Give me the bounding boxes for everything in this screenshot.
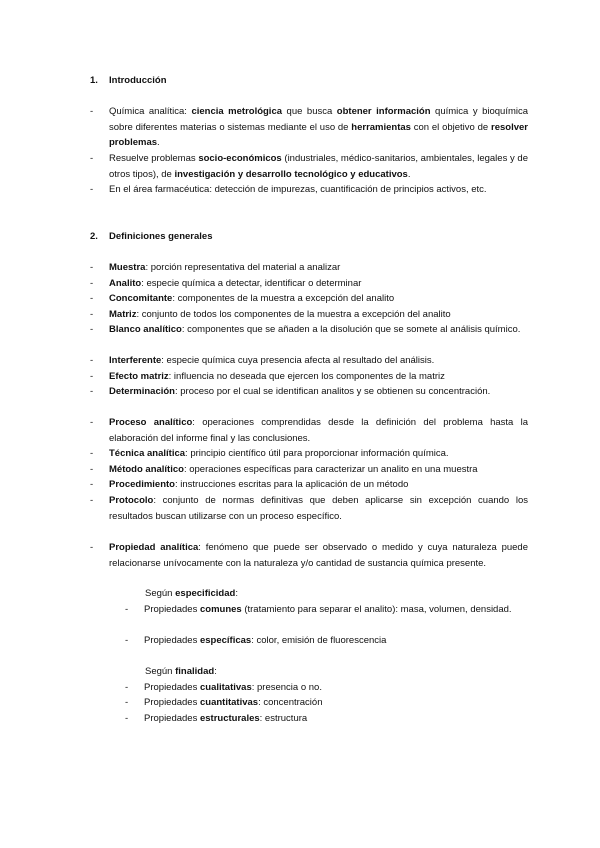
definition-term: Interferente (109, 355, 162, 366)
item-text (144, 633, 528, 649)
definition-term: Blanco analítico (109, 324, 182, 335)
section-title: Definiciones generales (109, 231, 213, 242)
definition-item (90, 276, 528, 292)
subheading-especificidad: Según especificidad: (145, 588, 238, 599)
bold-text-run: herramientas (351, 121, 411, 133)
bold-text-run: obtener información (336, 106, 431, 117)
definition-item (90, 540, 528, 571)
definition-term: Protocolo (109, 495, 154, 506)
bullet-dash: - (125, 713, 129, 724)
definition-item (90, 446, 528, 462)
list-item (90, 151, 528, 182)
definition-term: Proceso analítico (109, 417, 193, 428)
section-heading-definiciones (90, 229, 212, 245)
subheading-finalidad: Según finalidad: (145, 666, 217, 677)
bullet-dash: - (90, 324, 94, 335)
bold-text-run: investigación y desarrollo tecnológico y educativos (174, 168, 408, 180)
bullet-dash: - (90, 184, 94, 195)
definition-item (90, 384, 528, 400)
text-run: Propiedades (144, 635, 200, 646)
bold-text-run: comunes (199, 604, 242, 615)
definition-item (90, 477, 528, 493)
item-text (144, 602, 528, 618)
text-run: : color, emisión de fluorescencia (251, 635, 387, 646)
bold-text-run: específicas (199, 635, 252, 646)
definition-text: : operaciones comprendidas desde la definición del problema hasta la elaboración del informe final y las conclusiones. (109, 417, 528, 444)
text-run: (industriales, médico-sanitarios, ambientales, legales y de otros tipos), de (109, 153, 528, 180)
bullet-dash: - (90, 309, 94, 320)
bold-text-run: resolver problemas (109, 121, 528, 148)
definition-term: Determinación (109, 386, 175, 397)
text-run: (tratamiento para separar el analito): masa, volumen, densidad. (241, 604, 512, 615)
definition-text: : influencia no deseada que ejercen los componentes de la matriz (168, 371, 445, 382)
definition-term: Efecto matriz (109, 371, 169, 382)
text-run: Propiedades (144, 682, 200, 693)
definition-text: : conjunto de normas definitivas que deben aplicarse sin excepción cuando los resultados buscan utilizarse con un proceso específico. (109, 495, 528, 522)
bold-text-run: cualitativas (199, 682, 252, 693)
definition-text: : principio científico útil para proporcionar información química. (185, 448, 449, 459)
bullet-dash: - (125, 635, 129, 646)
text-run: . (407, 168, 411, 180)
bullet-dash: - (90, 479, 94, 490)
bullet-dash: - (90, 278, 94, 289)
definition-item (90, 369, 528, 385)
text-run: Química analítica: (109, 106, 192, 117)
item-text (144, 695, 528, 711)
definition-term: Técnica analítica (109, 448, 186, 459)
definition-term: Propiedad analítica (109, 542, 199, 553)
text-run: : presencia o no. (251, 682, 322, 693)
definition-text: : porción representativa del material a analizar (145, 262, 341, 273)
definition-term: Muestra (109, 262, 146, 273)
bullet-dash: - (90, 293, 94, 304)
definition-item (90, 493, 528, 524)
definition-text: : instrucciones escritas para la aplicación de un método (175, 479, 409, 490)
item-text (109, 104, 528, 151)
definition-item (90, 260, 528, 276)
definition-item (90, 415, 528, 446)
text-run: con el objetivo de (410, 121, 491, 133)
bullet-dash: - (90, 448, 94, 459)
text-run: química y bioquímica sobre diferentes materias o sistemas mediante el uso de (109, 106, 529, 133)
list-item (90, 182, 528, 198)
text-run: : estructura (259, 713, 308, 724)
definition-term: Matriz (109, 309, 137, 320)
definition-text: : componentes que se añaden a la disolución que se somete al análisis químico. (181, 324, 521, 335)
definition-term: Analito (109, 278, 142, 289)
text-run: Propiedades (144, 713, 200, 724)
bullet-dash: - (125, 682, 129, 693)
section-number: 1. (90, 75, 98, 86)
definition-text: : especie química a detectar, identificar o determinar (141, 278, 362, 289)
text-run: Resuelve problemas (109, 153, 199, 164)
list-item (125, 680, 528, 696)
bullet-dash: - (90, 153, 94, 164)
bullet-dash: - (90, 106, 94, 117)
section-number: 2. (90, 231, 98, 242)
section-heading-introduccion (90, 73, 167, 89)
text-run: Propiedades (144, 697, 200, 708)
item-text (109, 151, 528, 182)
bold-text-run: estructurales (199, 713, 260, 724)
definition-text: : conjunto de todos los componentes de la muestra a excepción del analito (136, 309, 451, 320)
definition-text: : proceso por el cual se identifican analitos y se obtienen su concentración. (175, 386, 491, 397)
definition-text: : especie química cuya presencia afecta al resultado del análisis. (161, 355, 435, 366)
item-text (144, 711, 528, 727)
item-text (109, 182, 528, 198)
bold-text-run: cuantitativas (199, 697, 259, 708)
bold-text-run: ciencia metrológica (191, 106, 283, 117)
bullet-dash: - (90, 464, 94, 475)
list-item (125, 711, 528, 727)
definition-text: : componentes de la muestra a excepción del analito (172, 293, 395, 304)
bullet-dash: - (90, 495, 94, 506)
text-run: que busca (282, 106, 337, 117)
section-title: Introducción (109, 75, 167, 86)
bullet-dash: - (90, 262, 94, 273)
definition-term: Método analítico (109, 464, 184, 475)
definition-item (90, 353, 528, 369)
list-item (125, 633, 528, 649)
text-run: . (157, 137, 160, 148)
list-item (125, 602, 528, 618)
text-run: Propiedades (144, 604, 200, 615)
definition-term: Procedimiento (109, 479, 175, 490)
bullet-dash: - (125, 604, 129, 615)
bullet-dash: - (90, 355, 94, 366)
definition-text: : fenómeno que puede ser observado o medido y cuya naturaleza puede relacionarse unívocamente con la naturaleza y/o cantidad de sustancia química presente. (109, 542, 528, 569)
definition-item (90, 462, 528, 478)
text-run: : concentración (258, 697, 323, 708)
definition-text: : operaciones específicas para caracterizar un analito en una muestra (183, 464, 478, 475)
bullet-dash: - (90, 542, 94, 553)
list-item (90, 104, 528, 151)
bullet-dash: - (125, 697, 129, 708)
definition-term: Concomitante (109, 293, 173, 304)
definition-item (90, 291, 528, 307)
item-text (144, 680, 528, 696)
bullet-dash: - (90, 417, 94, 428)
bullet-dash: - (90, 371, 94, 382)
list-item (125, 695, 528, 711)
text-run: En el área farmacéutica: detección de impurezas, cuantificación de principios activos, etc. (109, 184, 487, 195)
definition-item (90, 322, 528, 338)
bullet-dash: - (90, 386, 94, 397)
bold-text-run: socio-económicos (198, 153, 282, 164)
definition-item (90, 307, 528, 323)
